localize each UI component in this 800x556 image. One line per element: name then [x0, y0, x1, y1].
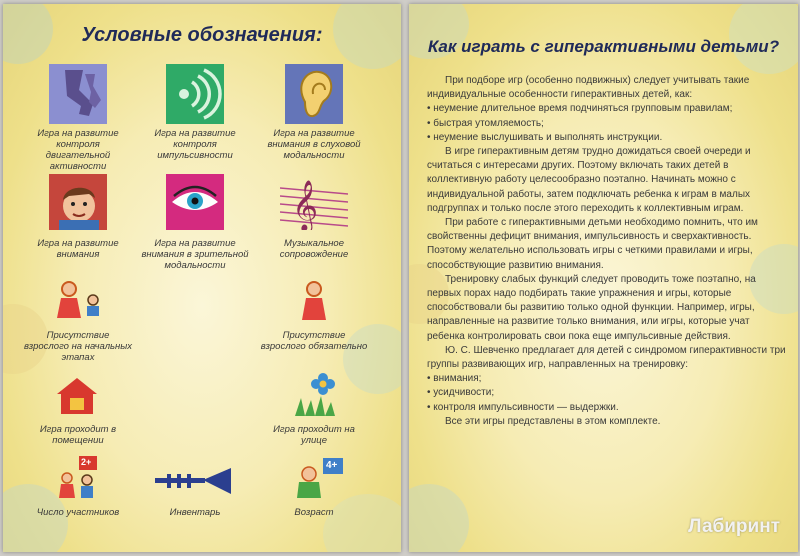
paragraph: В игре гиперактивным детям трудно дожидаться своей очереди и считаться с интересами других. Поэтому включать таких детей в коллективную работу целесообразно поэтапно. Начинать можно с индивидуальной работы, затем подключать ребенка к играм в малых подгруппах и только после этого переходить к коллективным играм.: [427, 146, 751, 214]
paragraph: Ю. С. Шевченко предлагает для детей с синдромом гиперактивности три группы развивающих игр, направленных на тренировку:: [427, 344, 786, 371]
bullet-item: • неумение выслушивать и выполнять инструкции.: [427, 131, 786, 145]
legend-heading: Условные обозначения:: [81, 24, 323, 46]
watermark-logo: Лабиринт: [688, 516, 780, 537]
legend-caption: Присутствие взрослого на начальных этапах: [23, 330, 133, 363]
legend-caption: Музыкальное сопровождение: [279, 238, 349, 260]
adult-and-child-icon: [51, 280, 107, 324]
paragraph: При подборе игр (особенно подвижных) следует учитывать такие индивидуальные особенности гиперактивных детей, как:: [427, 75, 750, 101]
adult-icon: [299, 280, 329, 324]
eye-icon: [166, 174, 224, 230]
count-badge: 2+: [81, 457, 92, 467]
legend-caption: Игра на развитие внимания: [37, 238, 119, 260]
background-flower: [409, 484, 469, 552]
instructions-text: [427, 74, 786, 429]
legend-caption: Игра на развитие внимания в слуховой модальности: [267, 128, 361, 161]
legend-caption: Возраст: [294, 507, 334, 518]
legend-caption: Число участников: [36, 507, 120, 518]
age-icon: [293, 454, 349, 500]
paragraph: Тренировку слабых функций следует проводить тоже поэтапно, на первых порах надо подбирать такие упражнения и игры, которые способствовали бы развитию только одной функции. Например, игры, направленные на развитие только внимания, или игры, которые учат ребенка контролировать свои пока еще импульсивные действия.: [427, 273, 756, 342]
bullet-item: • усидчивости;: [427, 386, 786, 400]
legend-caption: Присутствие взрослого обязательно: [260, 330, 368, 352]
house-icon: [55, 376, 99, 416]
children-count-icon: [53, 456, 107, 500]
instructions-heading: Как играть с гиперактивными детьми?: [427, 37, 780, 56]
age-badge: 4+: [326, 460, 338, 471]
child-face-icon: [49, 174, 107, 230]
legend-caption: Игра на развитие контроля двигательной активности: [37, 128, 119, 172]
sound-waves-icon: [166, 64, 224, 124]
legend-card: [3, 4, 401, 552]
paragraph: При работе с гиперактивными детьми необходимо помнить, что им свойственны дефицит внимания, импульсивность и сверхактивность. Поэтому желательно использовать игры с четкими правилами и игры, способствующие развитию внимания.: [427, 217, 758, 271]
paragraph: Все эти игры представлены в этом комплекте.: [445, 415, 661, 427]
trumpet-icon: [153, 466, 233, 496]
ear-icon: [285, 64, 343, 124]
bullet-item: • внимания;: [427, 372, 786, 386]
legend-caption: Игра на развитие внимания в зрительной модальности: [141, 238, 249, 271]
bullet-item: • быстрая утомляемость;: [427, 117, 786, 131]
legend-caption: Игра проходит в помещении: [39, 424, 117, 446]
legend-caption: Игра проходит на улице: [273, 424, 355, 446]
legend-caption: Инвентарь: [169, 507, 221, 518]
svg-text:𝄞: 𝄞: [292, 180, 319, 230]
bullet-item: • неумение длительное время подчиняться групповым правилам;: [427, 102, 786, 116]
instructions-card: [409, 4, 798, 552]
treble-clef-icon: [280, 174, 348, 230]
background-flower: [323, 494, 401, 552]
legend-caption: Игра на развитие контроля импульсивности: [154, 128, 236, 161]
flower-outdoors-icon: [293, 372, 341, 416]
bullet-item: • контроля импульсивности — выдержки.: [427, 401, 786, 415]
leg-movement-icon: [49, 64, 107, 124]
